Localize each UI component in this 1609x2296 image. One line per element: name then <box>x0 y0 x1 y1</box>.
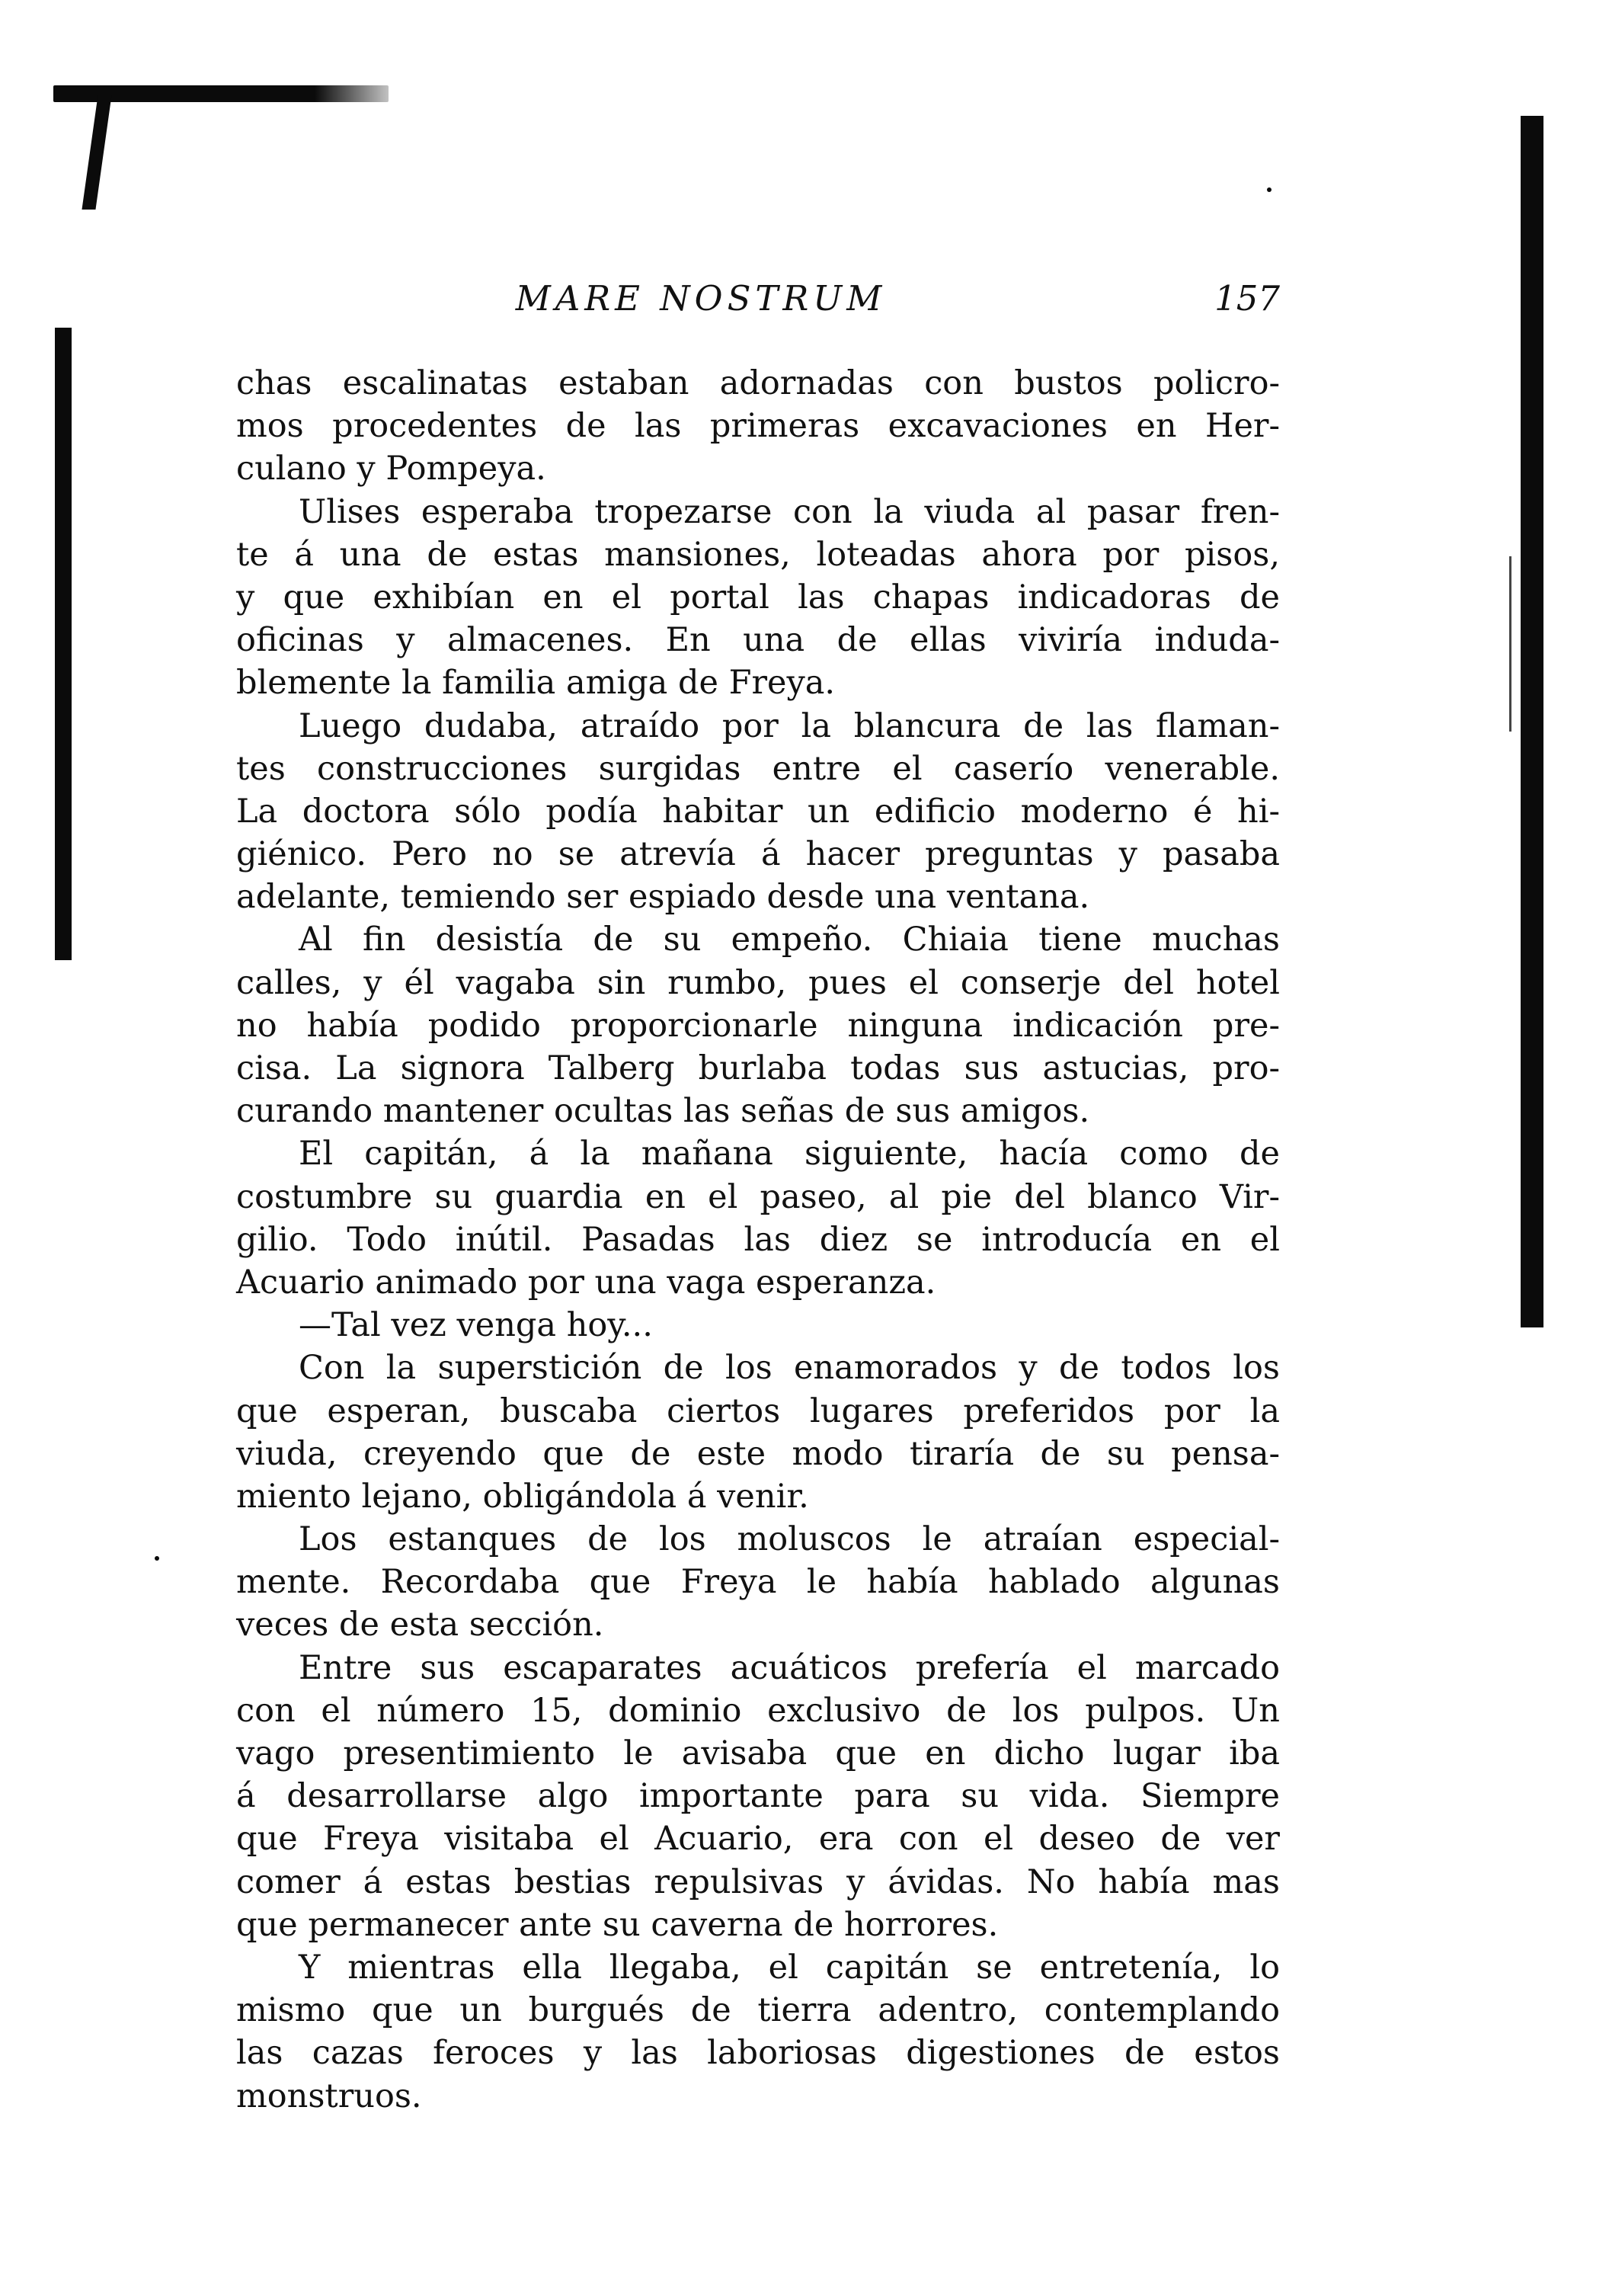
text-line: que Freya visitaba el Acuario, era con el deseo de ver <box>236 1820 1280 1859</box>
text-line: que permanecer ante su caverna de horrores. <box>236 1905 999 1944</box>
text-line: comer á estas bestias repulsivas y ávidas. No había mas <box>236 1862 1280 1901</box>
text-line: chas escalinatas estaban adornadas con bustos policro- <box>236 364 1280 402</box>
text-line: Luego dudaba, atraído por la blancura de las flaman- <box>299 706 1280 745</box>
text-line: miento lejano, obligándola á venir. <box>236 1477 809 1516</box>
text-line: vago presentimiento le avisaba que en dicho lugar iba <box>236 1734 1280 1772</box>
text-line: giénico. Pero no se atrevía á hacer preguntas y pasaba <box>236 835 1280 874</box>
text-line: Los estanques de los moluscos le atraían especial- <box>299 1520 1280 1559</box>
text-line: Al fin desistía de su empeño. Chiaia tiene muchas <box>299 921 1280 959</box>
page-number: 157 <box>1214 278 1280 319</box>
running-header <box>236 276 1280 322</box>
body-text <box>236 362 1280 2118</box>
text-line: calles, y él vagaba sin rumbo, pues el conserje del hotel <box>236 963 1280 1002</box>
text-line: Y mientras ella llegaba, el capitán se entretenía, lo <box>299 1948 1280 1987</box>
text-line: oficinas y almacenes. En una de ellas viviría induda- <box>236 621 1280 660</box>
text-line: Acuario animado por una vaga esperanza. <box>236 1263 936 1302</box>
running-title: MARE NOSTRUM <box>515 278 887 319</box>
scan-speck <box>155 1556 159 1561</box>
text-line: que esperan, buscaba ciertos lugares preferidos por la <box>236 1391 1280 1430</box>
scan-edge-line-right <box>1509 556 1511 732</box>
text-line: Ulises esperaba tropezarse con la viuda al pasar fren- <box>299 492 1280 531</box>
text-line: y que exhibían en el portal las chapas indicadoras de <box>236 578 1280 616</box>
text-line: las cazas feroces y las laboriosas digestiones de estos <box>236 2034 1280 2073</box>
scan-speck <box>1267 187 1272 192</box>
text-line: monstruos. <box>236 2077 422 2115</box>
text-line: La doctora sólo podía habitar un edificio moderno é hi- <box>236 792 1280 831</box>
text-line: curando mantener ocultas las señas de sus amigos. <box>236 1092 1090 1131</box>
text-line: tes construcciones surgidas entre el caserío venerable. <box>236 749 1280 788</box>
scan-edge-mark-left <box>55 328 72 960</box>
text-line: veces de esta sección. <box>236 1606 604 1644</box>
scan-edge-mark-corner <box>82 95 111 210</box>
text-line: costumbre su guardia en el paseo, al pie del blanco Vir- <box>236 1177 1280 1216</box>
text-line: mismo que un burgués de tierra adentro, contemplando <box>236 1991 1280 2030</box>
text-line: cisa. La signora Talberg burlaba todas sus astucias, pro- <box>236 1049 1280 1087</box>
scan-edge-mark-right <box>1521 116 1543 1327</box>
text-line: viuda, creyendo que de este modo tiraría de su pensa- <box>236 1434 1280 1473</box>
text-line: te á una de estas mansiones, loteadas ahora por pisos, <box>236 535 1280 574</box>
text-line: El capitán, á la mañana siguiente, hacía como de <box>299 1135 1280 1174</box>
text-line: mos procedentes de las primeras excavaciones en Her- <box>236 407 1280 446</box>
text-line: blemente la familia amiga de Freya. <box>236 664 836 703</box>
text-line: culano y Pompeya. <box>236 450 546 488</box>
text-line: Entre sus escaparates acuáticos prefería el marcado <box>299 1648 1280 1687</box>
text-line: adelante, temiendo ser espiado desde una ventana. <box>236 878 1090 917</box>
text-line: no había podido proporcionarle ninguna indicación pre- <box>236 1006 1280 1045</box>
text-line: mente. Recordaba que Freya le había hablado algunas <box>236 1563 1280 1602</box>
text-line: á desarrollarse algo importante para su vida. Siempre <box>236 1777 1280 1816</box>
text-line: Con la superstición de los enamorados y de todos los <box>299 1349 1280 1388</box>
text-line: con el número 15, dominio exclusivo de los pulpos. Un <box>236 1691 1280 1730</box>
text-line: gilio. Todo inútil. Pasadas las diez se introducía en el <box>236 1220 1280 1259</box>
text-line: —Tal vez venga hoy... <box>299 1306 653 1345</box>
